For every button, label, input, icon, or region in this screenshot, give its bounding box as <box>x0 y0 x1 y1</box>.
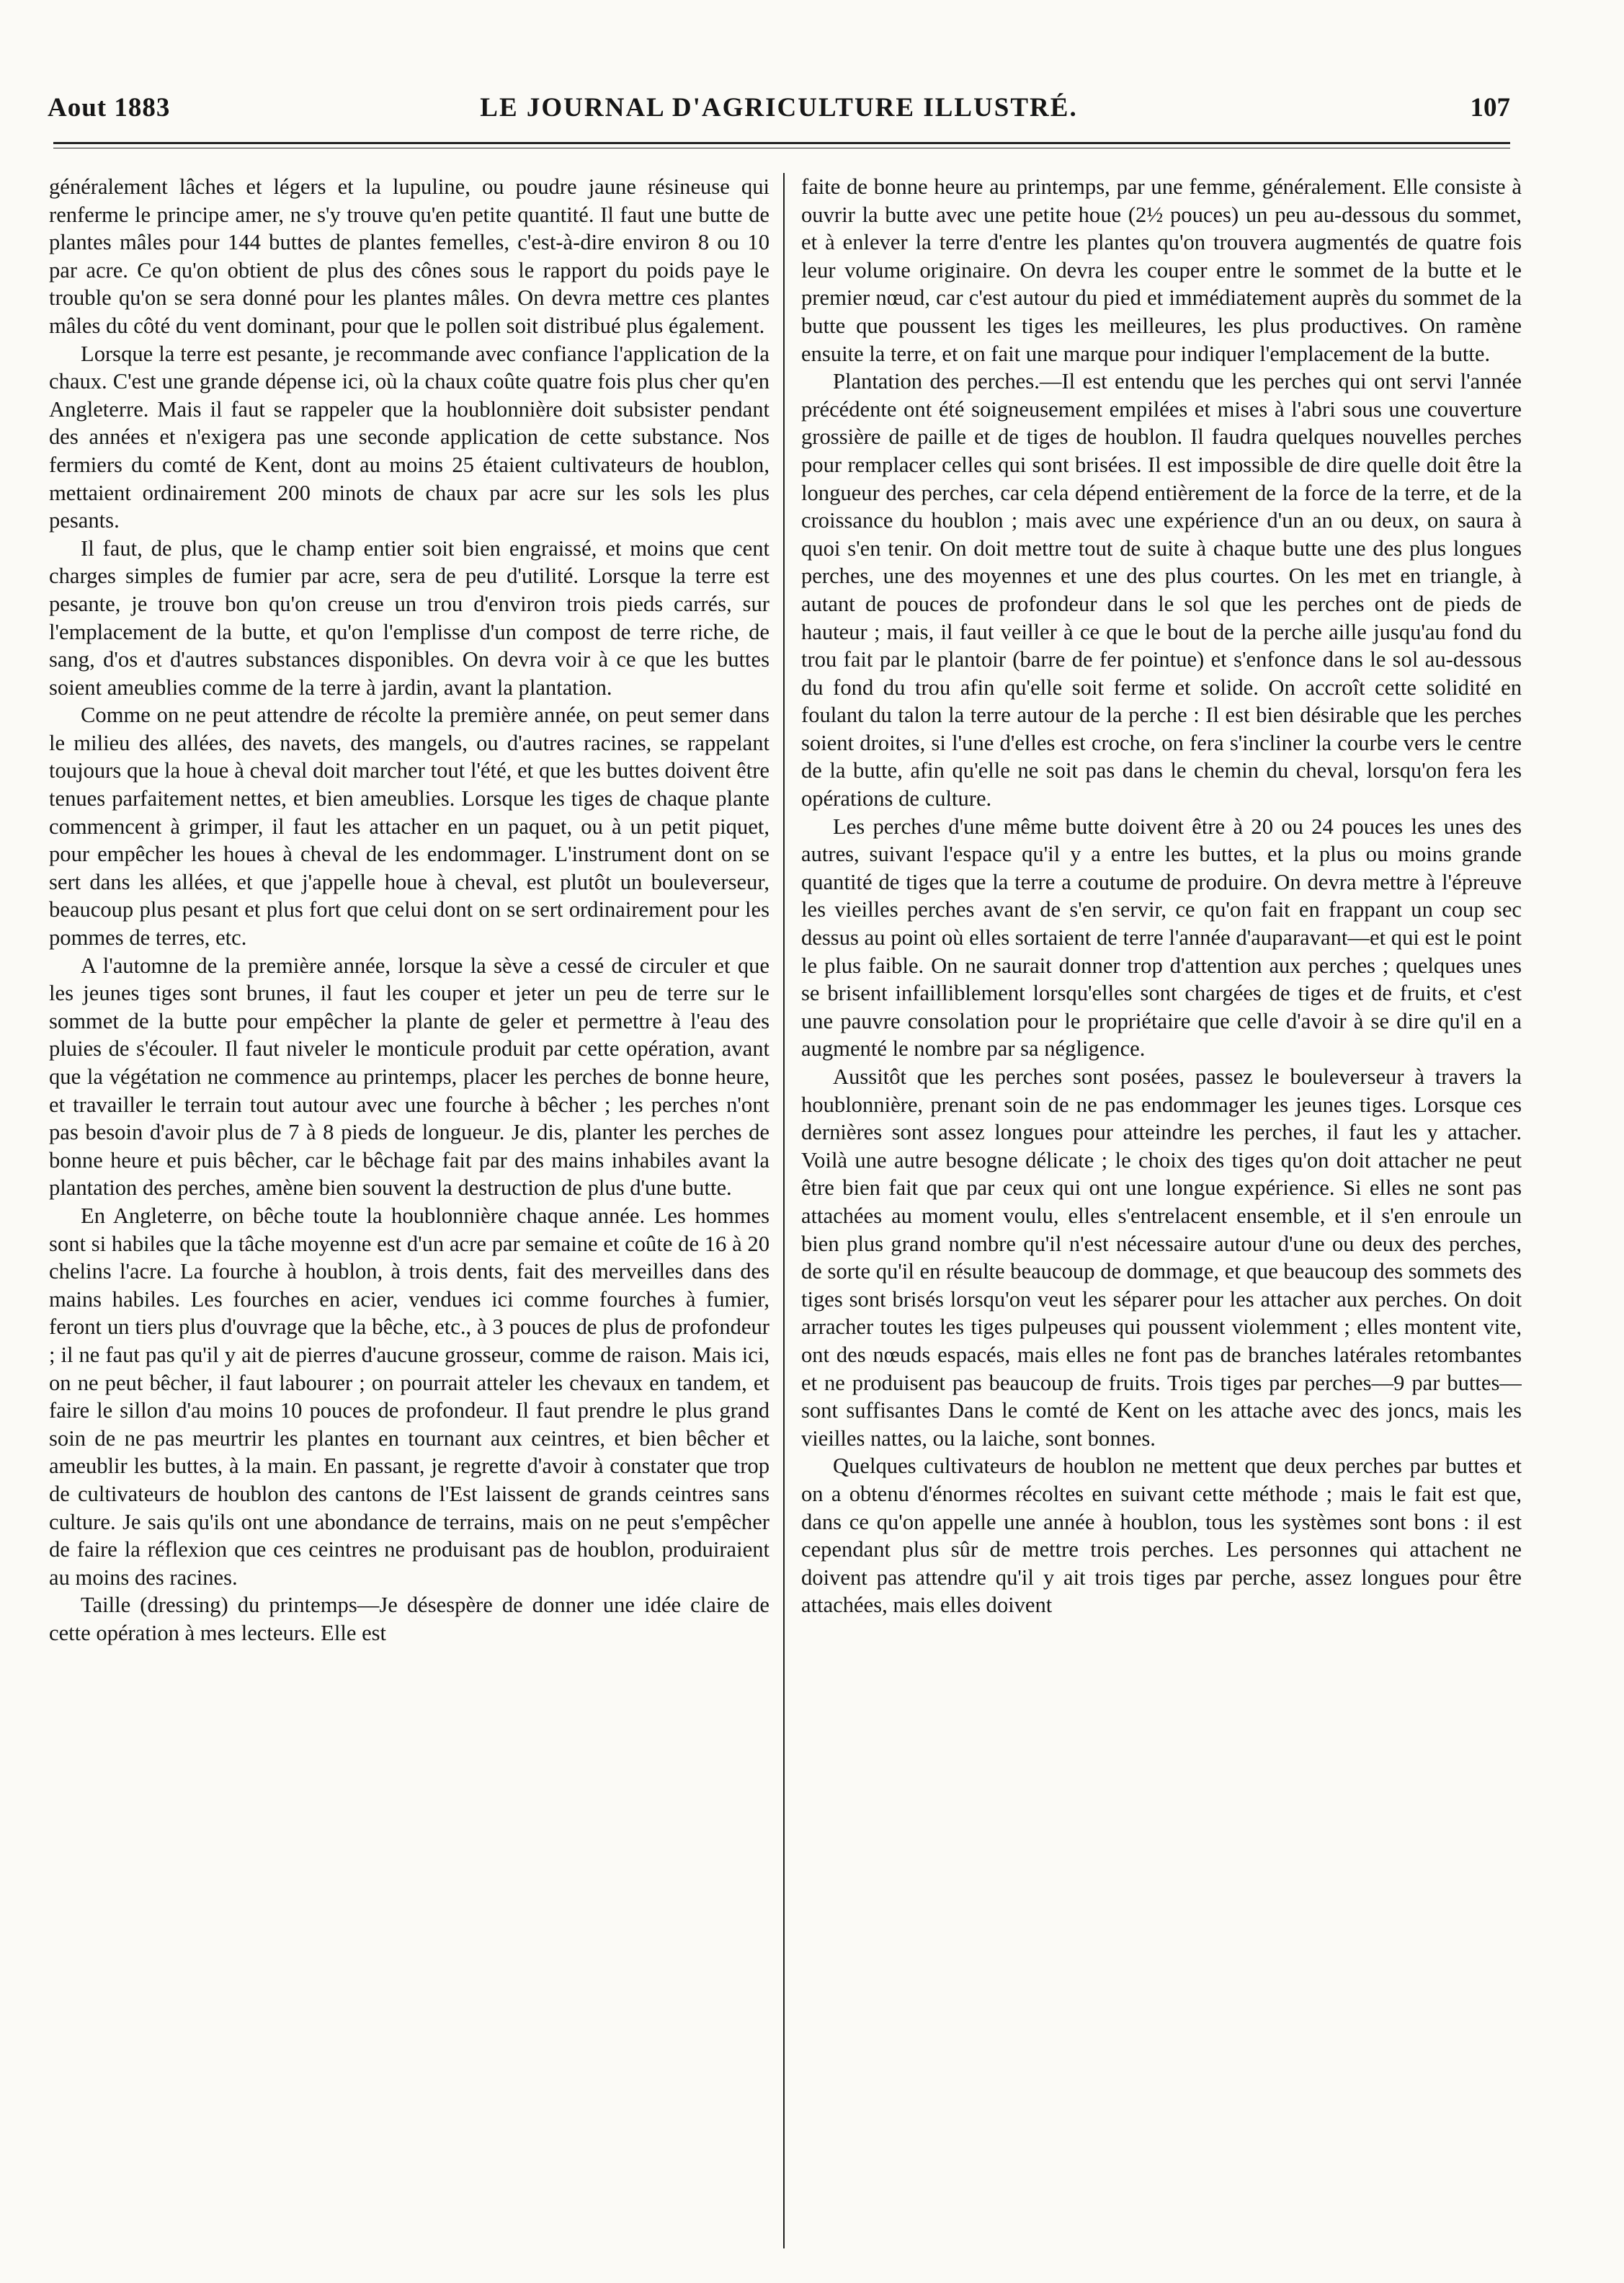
paragraph: A l'automne de la première année, lorsque la sève a cessé de circuler et que les jeunes tiges sont brunes, il faut les couper et jeter un peu de terre sur le sommet de la butte pour empêcher la plante de geler et permettre à l'eau des pluies de s'écouler. Il faut niveler le monticule produit par cette opération, avant que la végétation ne commence au printemps, placer les perches de bonne heure, et travailler le terrain tout autour avec une fourche à bêcher ; les perches n'ont pas besoin d'avoir plus de 7 à 8 pieds de longueur. Je dis, planter les perches de bonne heure et puis bêcher, car le bêchage fait par des mains inhabiles avant la plantation des perches, amène bien souvent la destruction de plus d'une butte. <box>49 953 769 1201</box>
paragraph: généralement lâches et légers et la lupuline, ou poudre jaune résineuse qui renferme le principe amer, ne s'y trouve qu'en petite quantité. Il faut une butte de plantes mâles pour 144 buttes de plantes femelles, c'est-à-dire environ 8 ou 10 par acre. Ce qu'on obtient de plus des cônes sous le rapport du poids paye le trouble qu'on se sera donné pour les plantes mâles. On devra mettre ces plantes mâles du côté du vent dominant, pour que le pollen soit distribué plus également. <box>49 174 769 338</box>
page-number: 107 <box>1470 93 1510 123</box>
header-rule <box>53 142 1510 144</box>
paragraph: Lorsque la terre est pesante, je recommande avec confiance l'application de la chaux. C'est une grande dépense ici, où la chaux coûte quatre fois plus cher qu'en Angleterre. Mais il faut se rappeler que la houblonnière doit subsister pendant des années et n'exigera pas une seconde application de cette substance. Nos fermiers du comté de Kent, dont au moins 25 étaient cultivateurs de houblon, mettaient ordinairement 200 minots de chaux par acre sur les sols les plus pesants. <box>49 341 769 533</box>
paragraph: Aussitôt que les perches sont posées, passez le bouleverseur à travers la houblonnière, prenant soin de ne pas endommager les jeunes tiges. Lorsque ces dernières sont assez longues pour atteindre les perches, il faut les y attacher. Voilà une autre besogne délicate ; le choix des tiges qu'on doit attacher ne peut être bien fait que par ceux qui ont une longue expérience. Si elles ne sont pas attachées au moment voulu, elles s'entrelacent ensemble, et il s'en enroule un bien plus grand nombre qu'il n'est nécessaire autour d'une ou deux des perches, de sorte qu'il en résulte beaucoup de dommage, et que beaucoup des sommets des tiges sont brisés lorsqu'on veut les séparer pour les attacher aux perches. On doit arracher toutes les tiges pulpeuses qui poussent violemment ; elles montent vite, ont des nœuds espacés, mais elles ne font pas de branches latérales retombantes et ne produisent pas beaucoup de fruits. Trois tiges par perches—9 par buttes—sont suffisantes Dans le comté de Kent on les attache avec des joncs, mais les vieilles nattes, ou la laiche, sont bonnes. <box>801 1064 1522 1451</box>
journal-title: LE JOURNAL D'AGRICULTURE ILLUSTRÉ. <box>480 93 1078 123</box>
page-header <box>48 86 1510 137</box>
paragraph: En Angleterre, on bêche toute la houblonnière chaque année. Les hommes sont si habiles que la tâche moyenne est d'un acre par semaine et coûte de 16 à 20 chelins l'acre. La fourche à houblon, à trois dents, fait des merveilles dans des mains habiles. Les fourches en acier, vendues ici comme fourches à fumier, feront un tiers plus d'ouvrage que la bêche, etc., à 3 pouces de plus de profondeur ; il ne faut pas qu'il y ait de pierres d'aucune grosseur, comme de raison. Mais ici, on ne peut bêcher, il faut labourer ; on pourrait atteler les chevaux en tandem, et faire le sillon d'au moins 10 pouces de profondeur. Il faut prendre le plus grand soin de ne pas meurtrir les plantes en tournant aux ceintres, et bien bêcher et ameublir les buttes, à la main. En passant, je regrette d'avoir à constater que trop de cultivateurs de houblon des cantons de l'Est laissent de grands ceintres sans culture. Je sais qu'ils ont une abondance de terrains, mais on ne peut s'empêcher de faire la réflexion que ces ceintres ne produisant pas de houblon, produiraient au moins des racines. <box>49 1203 769 1590</box>
paragraph: Quelques cultivateurs de houblon ne mettent que deux perches par buttes et on a obtenu d'énormes récoltes en suivant cette méthode ; mais le fait est que, dans ce qu'on appelle une année à houblon, tous les systèmes sont bons : il est cependant plus sûr de mettre trois perches. Les personnes qui attachent ne doivent pas attendre qu'il y ait trois tiges par perche, assez longues pour être attachées, mais elles doivent <box>801 1454 1522 1618</box>
paragraph: Comme on ne peut attendre de récolte la première année, on peut semer dans le milieu des allées, des navets, des mangels, ou d'autres racines, se rappelant toujours que la houe à cheval doit marcher tout l'été, et que les buttes doivent être tenues parfaitement nettes, et bien ameublies. Lorsque les tiges de chaque plante commencent à grimper, il faut les attacher en un paquet, ou à un petit piquet, pour empêcher les houes à cheval de les endommager. L'instrument dont on se sert dans les allées, et que j'appelle houe à cheval, est plutôt un bouleverseur, beaucoup plus pesant et plus fort que celui dont on se sert ordinairement pour les pommes de terres, etc. <box>49 703 769 951</box>
paragraph: Il faut, de plus, que le champ entier soit bien engraissé, et moins que cent charges simples de fumier par acre, sera de peu d'utilité. Lorsque la terre est pesante, je trouve bon qu'on creuse un trou d'environ trois pieds carrés, sur l'emplacement de la butte, et qu'on l'emplisse d'un compost de terre riche, de sang, d'os et d'autres substances disponibles. On devra voir à ce que les buttes soient ameublies comme de la terre à jardin, avant la plantation. <box>49 535 769 700</box>
paragraph: faite de bonne heure au printemps, par une femme, généralement. Elle consiste à ouvrir la butte avec une petite houe (2½ pouces) un peu au-dessous du sommet, et à enlever la terre d'entre les plantes qu'on trouvera augmentés de quatre fois leur volume originaire. On devra les couper entre le sommet de la butte et le premier nœud, car c'est autour du pied et immédiatement auprès du sommet de la butte que poussent les tiges les meilleures, les plus productives. On ramène ensuite la terre, et on fait une marque pour indiquer l'emplacement de la butte. <box>801 174 1522 366</box>
left-column <box>49 173 769 2256</box>
paragraph: Taille (dressing) du printemps—Je désespère de donner une idée claire de cette opération à mes lecteurs. Elle est <box>49 1593 769 1645</box>
paragraph: Plantation des perches.—Il est entendu que les perches qui ont servi l'année précédente ont été soigneusement empilées et mises à l'abri sous une couverture grossière de paille et de tiges de houblon. Il faudra quelques nouvelles perches pour remplacer celles qui sont brisées. Il est impossible de dire quelle doit être la longueur des perches, car cela dépend entièrement de la force de la terre, et de la croissance du houblon ; mais avec une expérience d'un an ou deux, on saura à quoi s'en tenir. On doit mettre tout de suite à chaque butte une des plus longues perches, une des moyennes et une des plus courtes. On les met en triangle, à autant de pouces de profondeur dans le sol que les perches ont de pieds de hauteur ; mais, il faut veiller à ce que le bout de la perche aille jusqu'au fond du trou fait par le plantoir (barre de fer pointue) et s'enfonce dans le sol au-dessous du fond du trou afin qu'elle soit ferme et solide. On accroît cette solidité en foulant du talon la terre autour de la perche : Il est bien désirable que les perches soient droites, si l'une d'elles est croche, on fera s'incliner la courbe vers le centre de la butte, afin qu'elle ne soit pas dans le chemin du cheval, lorsqu'on fera les opérations de culture. <box>801 369 1522 811</box>
paragraph: Les perches d'une même butte doivent être à 20 ou 24 pouces les unes des autres, suivant l'espace qu'il y a entre les buttes, et la plus ou moins grande quantité de tiges que la terre a coutume de produire. On devra mettre à l'épreuve les vieilles perches avant de s'en servir, ce qu'on fait en frappant un coup sec dessus au point où elles sortaient de terre l'année d'auparavant—et qui est le point le plus faible. On ne saurait donner trop d'attention aux perches ; quelques unes se brisent infailliblement lorsqu'elles sont chargées de tiges et de fruits, et c'est une pauvre consolation pour le propriétaire que celle d'avoir à se dire qu'il en a augmenté le nombre par sa négligence. <box>801 814 1522 1062</box>
issue-date: Aout 1883 <box>48 93 171 123</box>
right-column <box>801 173 1522 2256</box>
column-divider <box>783 173 785 2248</box>
